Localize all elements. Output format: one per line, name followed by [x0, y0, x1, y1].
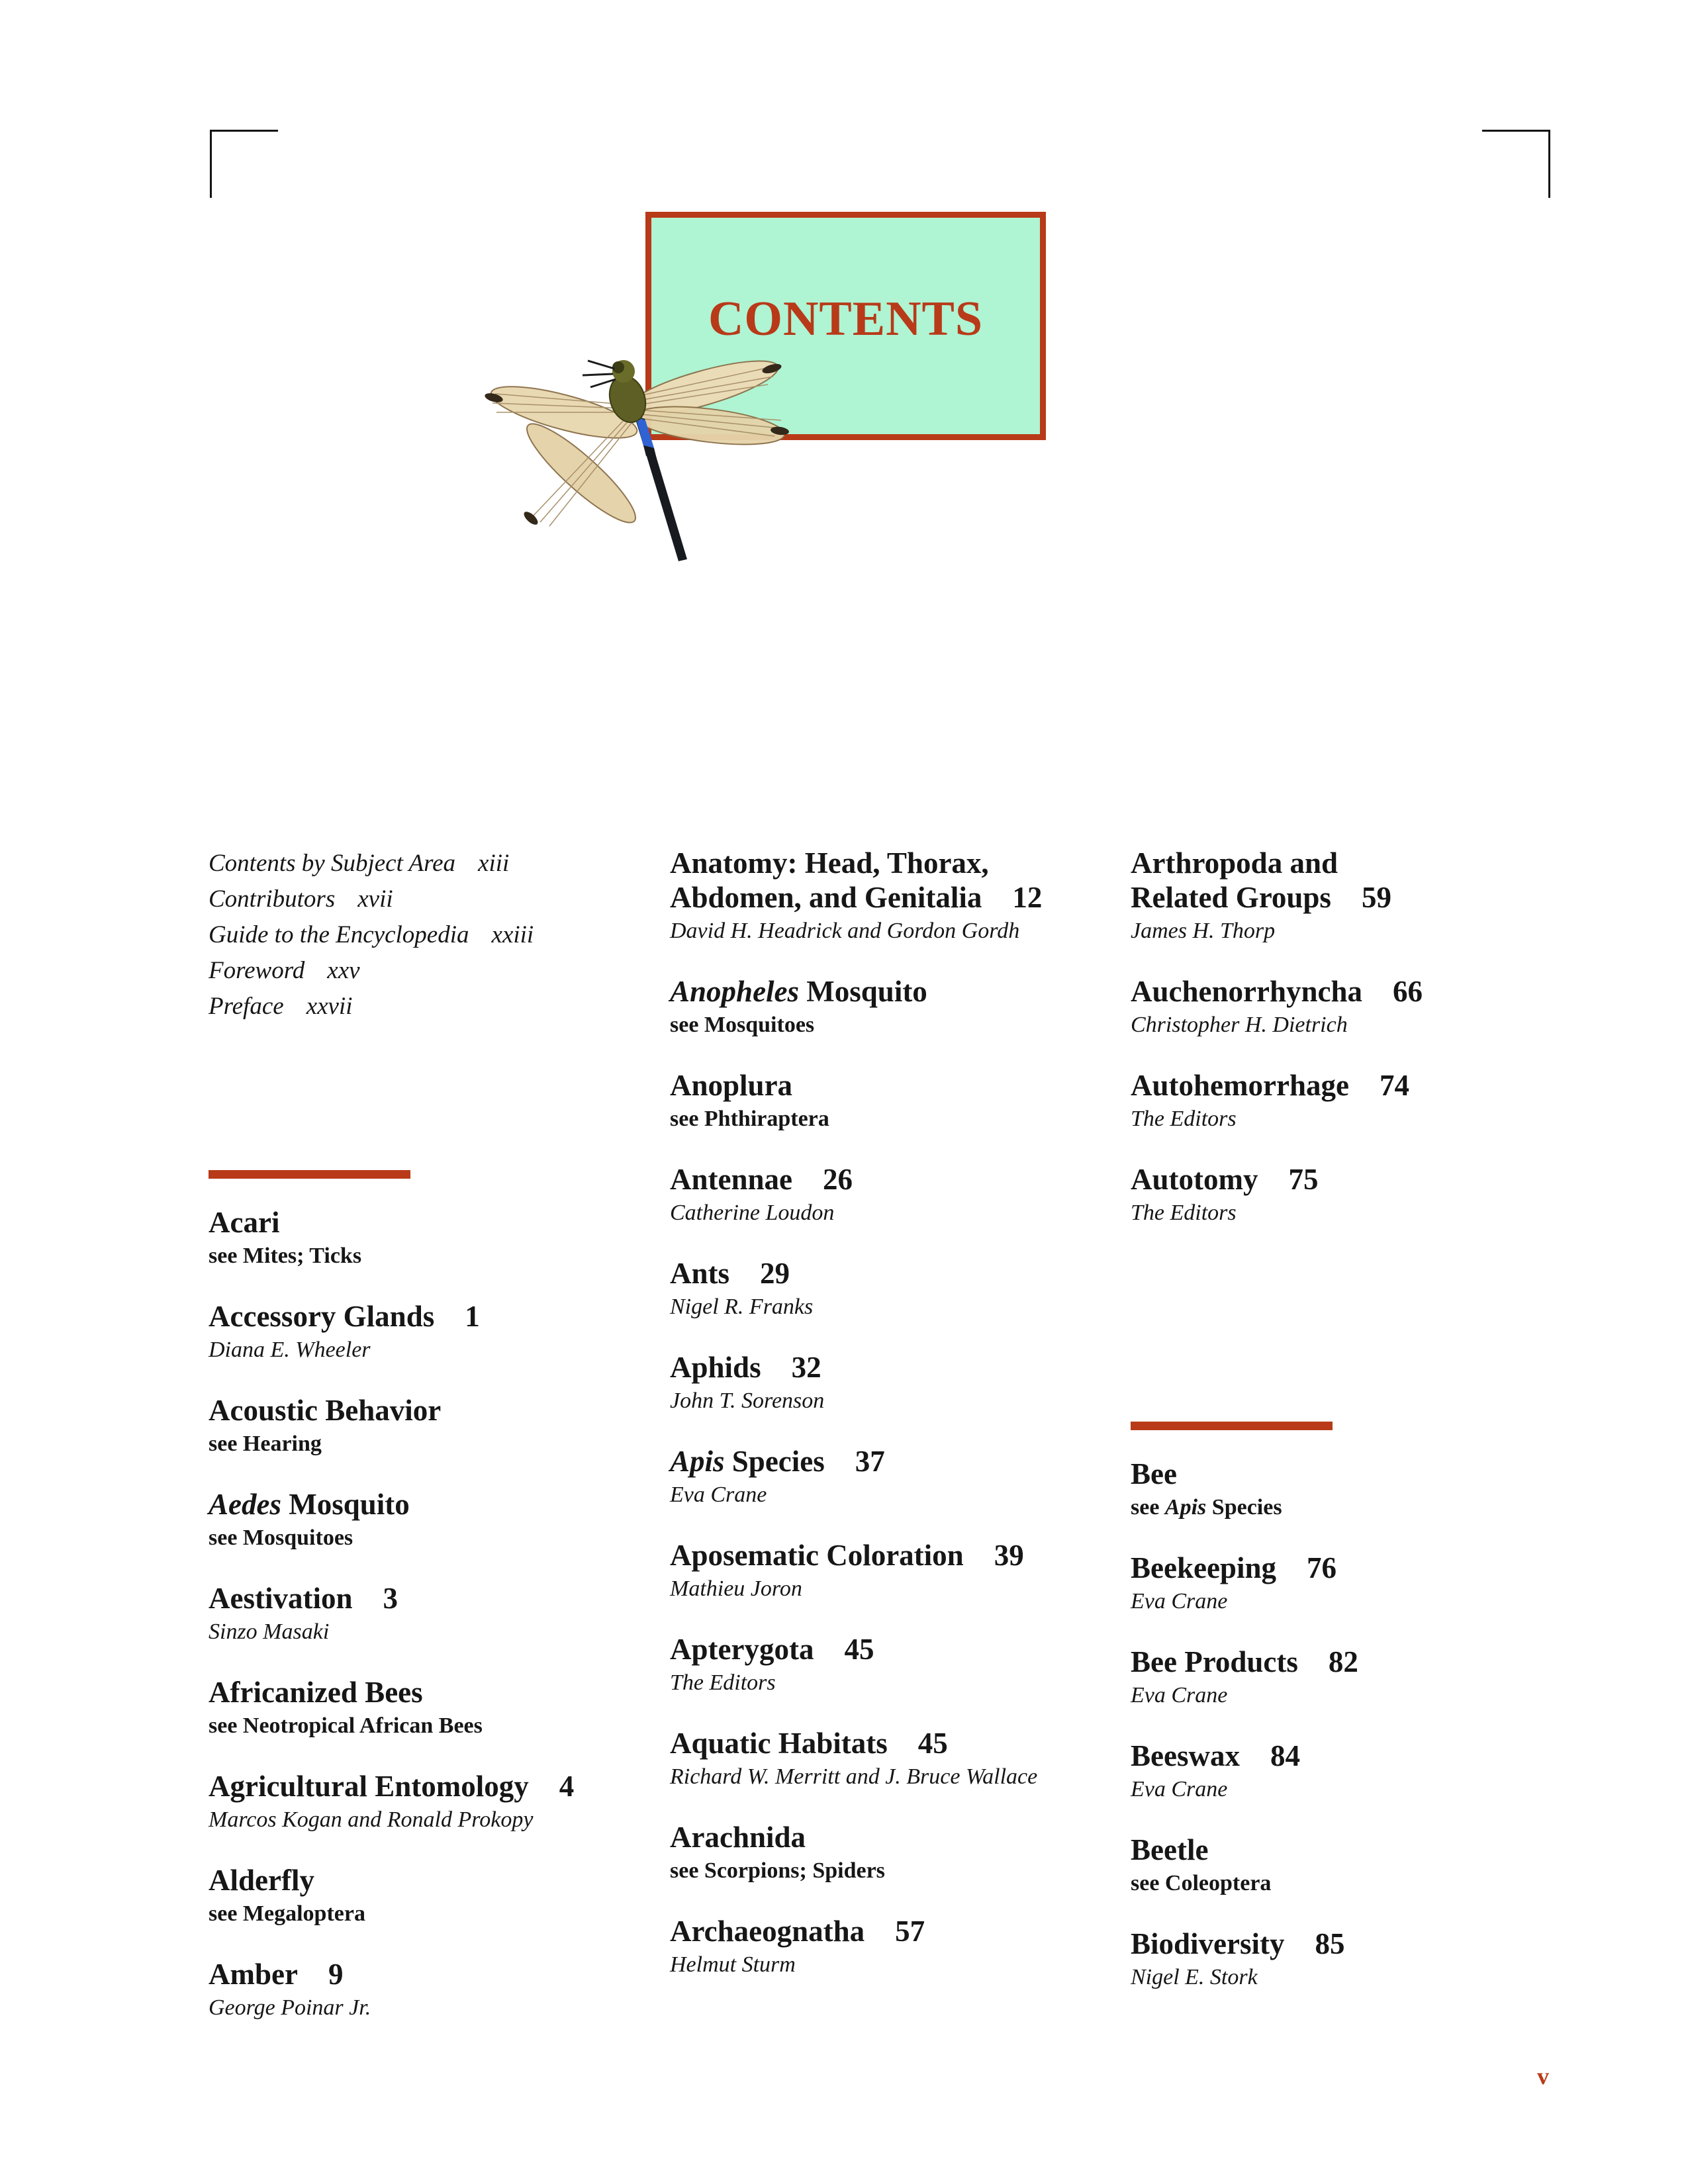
section-rule	[1131, 1422, 1333, 1430]
text-run: Auchenorrhyncha	[1131, 975, 1363, 1008]
entry-page-number: 85	[1315, 1927, 1345, 1960]
text-run: Species	[1206, 1495, 1282, 1520]
front-matter-list	[209, 846, 639, 1024]
entry-title	[209, 1299, 639, 1334]
entry-page-number: 26	[823, 1163, 853, 1196]
text-run: The Editors	[1131, 1201, 1237, 1225]
entry-title	[1131, 1162, 1554, 1197]
entry-page-number: 29	[760, 1257, 790, 1290]
text-run: Agricultural Entomology	[209, 1770, 529, 1803]
text-run: Beeswax	[1131, 1739, 1240, 1772]
entry-title	[1131, 1739, 1554, 1773]
front-matter-item	[209, 846, 639, 882]
toc-entry	[1131, 1068, 1554, 1133]
text-run: Richard W. Merritt and J. Bruce Wallace	[670, 1764, 1038, 1789]
text-run: Christopher H. Dietrich	[1131, 1013, 1348, 1037]
entry-title	[670, 1632, 1127, 1666]
text-run: Apis	[1164, 1495, 1207, 1520]
entry-page-number: 45	[844, 1633, 874, 1666]
text-run: Eva Crane	[1131, 1683, 1228, 1707]
entry-page-number: 4	[559, 1770, 575, 1803]
text-run: Apis	[670, 1445, 725, 1478]
text-run: Anatomy: Head, Thorax,	[670, 846, 989, 880]
text-run: Aquatic Habitats	[670, 1727, 888, 1760]
entry-title	[670, 974, 1127, 1009]
toc-entry	[670, 846, 1127, 945]
entry-title	[1131, 1645, 1554, 1679]
text-run: see Hearing	[209, 1432, 322, 1456]
entry-author	[1131, 1199, 1554, 1227]
entry-page-number: 74	[1379, 1069, 1409, 1102]
entry-cross-reference	[209, 1242, 639, 1270]
entry-title	[1131, 974, 1554, 1009]
entry-author	[670, 917, 1127, 945]
entry-title	[1131, 1068, 1554, 1103]
text-run: see Neotropical African Bees	[209, 1713, 483, 1738]
toc-entry	[209, 1863, 639, 1928]
text-run: Mathieu Joron	[670, 1576, 802, 1601]
text-run: see Megaloptera	[209, 1901, 365, 1926]
text-run: Sinzo Masaki	[209, 1619, 330, 1644]
entry-page-number: 66	[1393, 975, 1423, 1008]
section-rule	[209, 1170, 410, 1179]
entry-title	[209, 1393, 639, 1428]
entry-author	[209, 1336, 639, 1364]
text-run: Aphids	[670, 1351, 761, 1384]
text-run: see Mosquitoes	[209, 1525, 353, 1550]
toc-entry	[1131, 846, 1554, 945]
text-run: Autohemorrhage	[1131, 1069, 1349, 1102]
entry-title	[1131, 1551, 1554, 1585]
toc-column-left	[209, 846, 639, 2051]
text-run: Bee	[1131, 1457, 1177, 1490]
text-run: Marcos Kogan and Ronald Prokopy	[209, 1807, 534, 1832]
entry-author	[209, 1618, 639, 1646]
entry-author	[670, 1293, 1127, 1321]
toc-entry	[209, 1393, 639, 1458]
entry-author	[670, 1669, 1127, 1697]
text-run: Africanized Bees	[209, 1676, 423, 1709]
entry-title	[670, 1162, 1127, 1197]
front-matter-item	[209, 953, 639, 989]
entry-author	[1131, 917, 1554, 945]
text-run: The Editors	[1131, 1107, 1237, 1131]
text-run: Beetle	[1131, 1833, 1209, 1866]
front-matter-page-number: xvii	[357, 886, 393, 913]
text-run: Accessory Glands	[209, 1300, 435, 1333]
entry-author	[670, 1481, 1127, 1509]
front-matter-label: Guide to the Encyclopedia	[209, 921, 469, 948]
entry-page-number: 39	[994, 1539, 1024, 1572]
page-title: CONTENTS	[708, 291, 984, 346]
toc-entry	[1131, 974, 1554, 1039]
entry-page-number: 3	[383, 1582, 398, 1615]
entry-title	[670, 1256, 1127, 1291]
dragonfly-wings	[484, 350, 790, 533]
text-run: Beekeeping	[1131, 1551, 1276, 1584]
entry-title	[209, 1769, 639, 1803]
front-matter-label: Preface	[209, 993, 284, 1020]
toc-entry	[209, 1205, 639, 1270]
toc-entry	[670, 1162, 1127, 1227]
toc-entry	[1131, 1645, 1554, 1709]
front-matter-label: Foreword	[209, 957, 305, 984]
entry-title	[670, 1350, 1127, 1385]
toc-entry	[209, 1769, 639, 1834]
text-run: Bee Products	[1131, 1645, 1298, 1678]
toc-entry	[1131, 1457, 1554, 1522]
front-matter-label: Contents by Subject Area	[209, 850, 456, 877]
text-run: Diana E. Wheeler	[209, 1338, 371, 1362]
entry-title	[670, 1538, 1127, 1572]
entry-author	[209, 1994, 639, 2022]
entry-author	[670, 1763, 1127, 1791]
toc-entry	[670, 1068, 1127, 1133]
text-run: Eva Crane	[1131, 1777, 1228, 1801]
entry-cross-reference	[1131, 1494, 1554, 1522]
entry-page-number: 32	[791, 1351, 821, 1384]
text-run: Eva Crane	[1131, 1589, 1228, 1614]
text-run: James H. Thorp	[1131, 919, 1276, 943]
entry-author	[1131, 1105, 1554, 1133]
toc-column-middle	[670, 846, 1127, 2008]
text-run: see Mosquitoes	[670, 1013, 815, 1037]
text-run: Arthropoda and	[1131, 846, 1338, 880]
entry-author	[670, 1951, 1127, 1979]
entry-title	[670, 846, 1127, 915]
front-matter-item	[209, 882, 639, 917]
front-matter-item	[209, 917, 639, 953]
text-run: Abdomen, and Genitalia	[670, 881, 982, 914]
entry-title	[1131, 1927, 1554, 1961]
entry-author	[670, 1387, 1127, 1415]
text-run: see Scorpions; Spiders	[670, 1858, 885, 1883]
entry-title	[209, 1487, 639, 1522]
toc-entry	[670, 1726, 1127, 1791]
toc-column-right	[1131, 846, 1554, 2021]
text-run: Arachnida	[670, 1821, 806, 1854]
entry-title	[209, 1205, 639, 1240]
entry-cross-reference	[209, 1712, 639, 1740]
text-run: Nigel R. Franks	[670, 1295, 814, 1319]
front-matter-label: Contributors	[209, 886, 336, 913]
toc-entry	[209, 1299, 639, 1364]
text-run: Acari	[209, 1206, 280, 1239]
entry-title	[209, 1675, 639, 1709]
text-run: Apterygota	[670, 1633, 814, 1666]
toc-entry	[209, 1581, 639, 1646]
text-run: The Editors	[670, 1670, 776, 1695]
text-run: Mosquito	[281, 1488, 410, 1521]
text-run: Alderfly	[209, 1864, 314, 1897]
text-run: Aestivation	[209, 1582, 353, 1615]
front-matter-page-number: xxiii	[491, 921, 534, 948]
page-number: v	[1537, 2063, 1549, 2089]
toc-entry	[670, 1444, 1127, 1509]
text-run: David H. Headrick and Gordon Gordh	[670, 919, 1020, 943]
text-run: Archaeognatha	[670, 1915, 865, 1948]
toc-entry	[1131, 1833, 1554, 1897]
entry-cross-reference	[670, 1105, 1127, 1133]
entry-page-number: 75	[1288, 1163, 1319, 1196]
front-matter-page-number: xxv	[327, 957, 360, 984]
entry-page-number: 82	[1328, 1645, 1358, 1678]
text-run: Amber	[209, 1958, 298, 1991]
text-run: Species	[724, 1445, 825, 1478]
text-run: Related Groups	[1131, 881, 1331, 914]
text-run: Mosquito	[799, 975, 927, 1008]
entry-page-number: 84	[1270, 1739, 1300, 1772]
text-run: Anoplura	[670, 1069, 793, 1102]
crop-mark-top-right	[1482, 130, 1550, 198]
entry-title	[209, 1957, 639, 1991]
toc-entry	[670, 1538, 1127, 1603]
entry-cross-reference	[209, 1900, 639, 1928]
entry-title	[1131, 846, 1554, 915]
entry-title	[670, 1444, 1127, 1479]
text-run: see	[1131, 1495, 1165, 1520]
entry-title	[670, 1820, 1127, 1854]
toc-entry	[670, 974, 1127, 1039]
entry-title	[670, 1068, 1127, 1103]
entry-author	[209, 1806, 639, 1834]
text-run: Biodiversity	[1131, 1927, 1285, 1960]
text-run: see Phthiraptera	[670, 1107, 829, 1131]
entry-cross-reference	[209, 1430, 639, 1458]
entry-page-number: 1	[465, 1300, 480, 1333]
entry-page-number: 9	[328, 1958, 344, 1991]
entry-title	[670, 1914, 1127, 1948]
entry-author	[1131, 1682, 1554, 1709]
text-run: see Coleoptera	[1131, 1871, 1272, 1895]
toc-entry	[1131, 1739, 1554, 1803]
entry-page-number: 59	[1361, 881, 1391, 914]
text-run: Autotomy	[1131, 1163, 1258, 1196]
text-run: Antennae	[670, 1163, 793, 1196]
toc-entry	[670, 1820, 1127, 1885]
entry-cross-reference	[670, 1857, 1127, 1885]
text-run: Helmut Sturm	[670, 1952, 796, 1977]
entry-cross-reference	[1131, 1870, 1554, 1897]
toc-entry	[209, 1675, 639, 1740]
entry-author	[1131, 1588, 1554, 1615]
toc-entry	[1131, 1927, 1554, 1991]
text-run: Aedes	[209, 1488, 281, 1521]
entry-author	[1131, 1776, 1554, 1803]
text-run: John T. Sorenson	[670, 1388, 825, 1413]
entry-cross-reference	[670, 1011, 1127, 1039]
text-run: Eva Crane	[670, 1482, 767, 1507]
front-matter-item	[209, 989, 639, 1024]
entry-page-number: 12	[1012, 881, 1043, 914]
toc-entry	[670, 1350, 1127, 1415]
entry-title	[1131, 1833, 1554, 1867]
entry-author	[670, 1199, 1127, 1227]
toc-entry	[1131, 1162, 1554, 1227]
text-run: Ants	[670, 1257, 730, 1290]
text-run: see Mites; Ticks	[209, 1244, 362, 1268]
dragonfly-illustration	[477, 341, 794, 566]
entry-author	[1131, 1011, 1554, 1039]
toc-entry	[1131, 1551, 1554, 1615]
front-matter-page-number: xiii	[478, 850, 510, 877]
toc-entry	[670, 1632, 1127, 1697]
entry-title	[1131, 1457, 1554, 1491]
toc-entry	[670, 1256, 1127, 1321]
text-run: Nigel E. Stork	[1131, 1965, 1258, 1989]
entry-title	[670, 1726, 1127, 1760]
toc-entry	[209, 1487, 639, 1552]
entry-page-number: 76	[1307, 1551, 1336, 1584]
text-run: Aposematic Coloration	[670, 1539, 964, 1572]
spacer	[1131, 1256, 1554, 1422]
toc-entry	[670, 1914, 1127, 1979]
text-run: Catherine Loudon	[670, 1201, 835, 1225]
entry-author	[670, 1575, 1127, 1603]
text-run: Acoustic Behavior	[209, 1394, 442, 1427]
entry-page-number: 45	[917, 1727, 948, 1760]
entry-page-number: 57	[895, 1915, 925, 1948]
front-matter-page-number: xxvii	[306, 993, 353, 1020]
crop-mark-top-left	[210, 130, 278, 198]
entry-title	[209, 1581, 639, 1615]
entry-title	[209, 1863, 639, 1897]
spacer	[209, 1024, 639, 1170]
text-run: Anopheles	[670, 975, 800, 1008]
toc-entry	[209, 1957, 639, 2022]
entry-page-number: 37	[855, 1445, 885, 1478]
text-run: George Poinar Jr.	[209, 1995, 371, 2020]
entry-author	[1131, 1964, 1554, 1991]
entry-cross-reference	[209, 1524, 639, 1552]
